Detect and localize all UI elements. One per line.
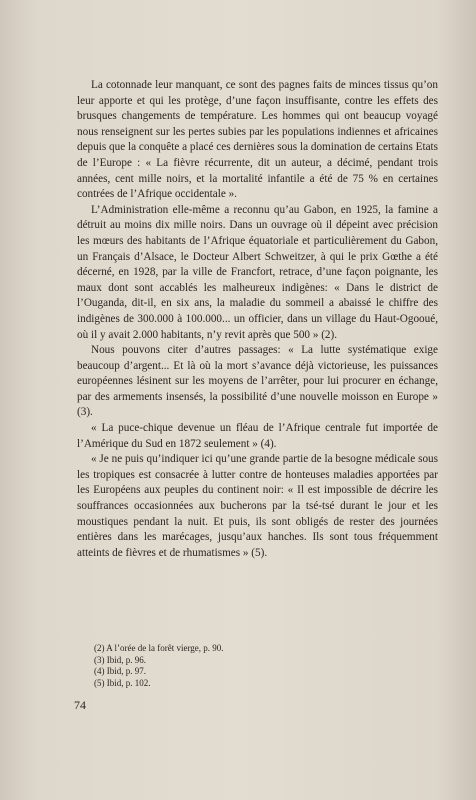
paragraph: L’Administration elle-même a reconnu qu’au Gabon, en 1925, la famine a détruit au moins dix mille noirs. Dans un ouvrage où il dépeint avec précision les mœurs des habitants de l’Afrique équatoriale et particulièrement du Gabon, un Français d’Alsace, le Docteur Albert Schweitzer, à qui le prix Gœthe a été décerné, en 1928, par la ville de Francfort, retrace, d’une façon poignante, les maux dont sont accablés les malheureux indigènes: « Dans le district de l’Ouganda, dit-il, en six ans, la maladie du sommeil a abaissé le chiffre des indigènes de 300.000 à 100.000... un officier, dans un village du Haut-Ogooué, où il y avait 2.000 habitants, n’y revit après que 500 » (2). [77,203,438,341]
footnote: (3) Ibid, p. 96. [94,654,146,665]
paragraph: « La puce-chique devenue un fléau de l’Afrique centrale fut importée de l’Amérique du Sud en 1872 seulement » (4). [77,422,438,450]
footnote: (4) Ibid, p. 97. [94,666,146,676]
footnote: (5) Ibid, p. 102. [94,677,151,688]
footnotes [94,643,414,689]
page-number: 74 [74,698,86,712]
footnote: (2) A l’orée de la forêt vierge, p. 90. [94,643,224,653]
paragraph: La cotonnade leur manquant, ce sont des pagnes faits de minces tissus qu’on leur apporte et qui les protège, d’une façon insuffisante, contre les effets des brusques changements de température. Les hommes qui ont beaucup voyagé nous renseignent sur les pertes subies par les populations indiennes et africaines depuis que la conquête a placé ces dernières sous la domination de certains Etats de l’Europe : « La fièvre récurrente, dit un auteur, a décimé, pendant trois années, cent mille noirs, et la mortalité infantile a été de 75 % en certaines contrées de l’Afrique occidentale ». [77,79,438,201]
body-text [77,78,438,561]
paragraph: « Je ne puis qu’indiquer ici qu’une grande partie de la besogne médicale sous les tropiques est consacrée à lutter contre de honteuses maladies apportées par les Européens aux peuples du continent noir: « Il est impossible de décrire les souffrances occasionnées aux bucherons par la tsé-tsé durant le jour et les moustiques pendant la nuit. Et puis, ils sont obligés de rester des journées entières dans les marécages, jusqu’aux hanches. Ils sont tous fréquemment atteints de fièvres et de rhumatismes » (5). [77,453,438,559]
paragraph: Nous pouvons citer d’autres passages: « La lutte systématique exige beaucoup d’argent... Et là où la mort s’avance déjà victorieuse, les puissances européennes lésinent sur les moyens de l’arrêter, pour lui procurer en échange, par des armements insensés, la possibilité d’une nouvelle moisson en Europe » (3). [77,344,438,419]
